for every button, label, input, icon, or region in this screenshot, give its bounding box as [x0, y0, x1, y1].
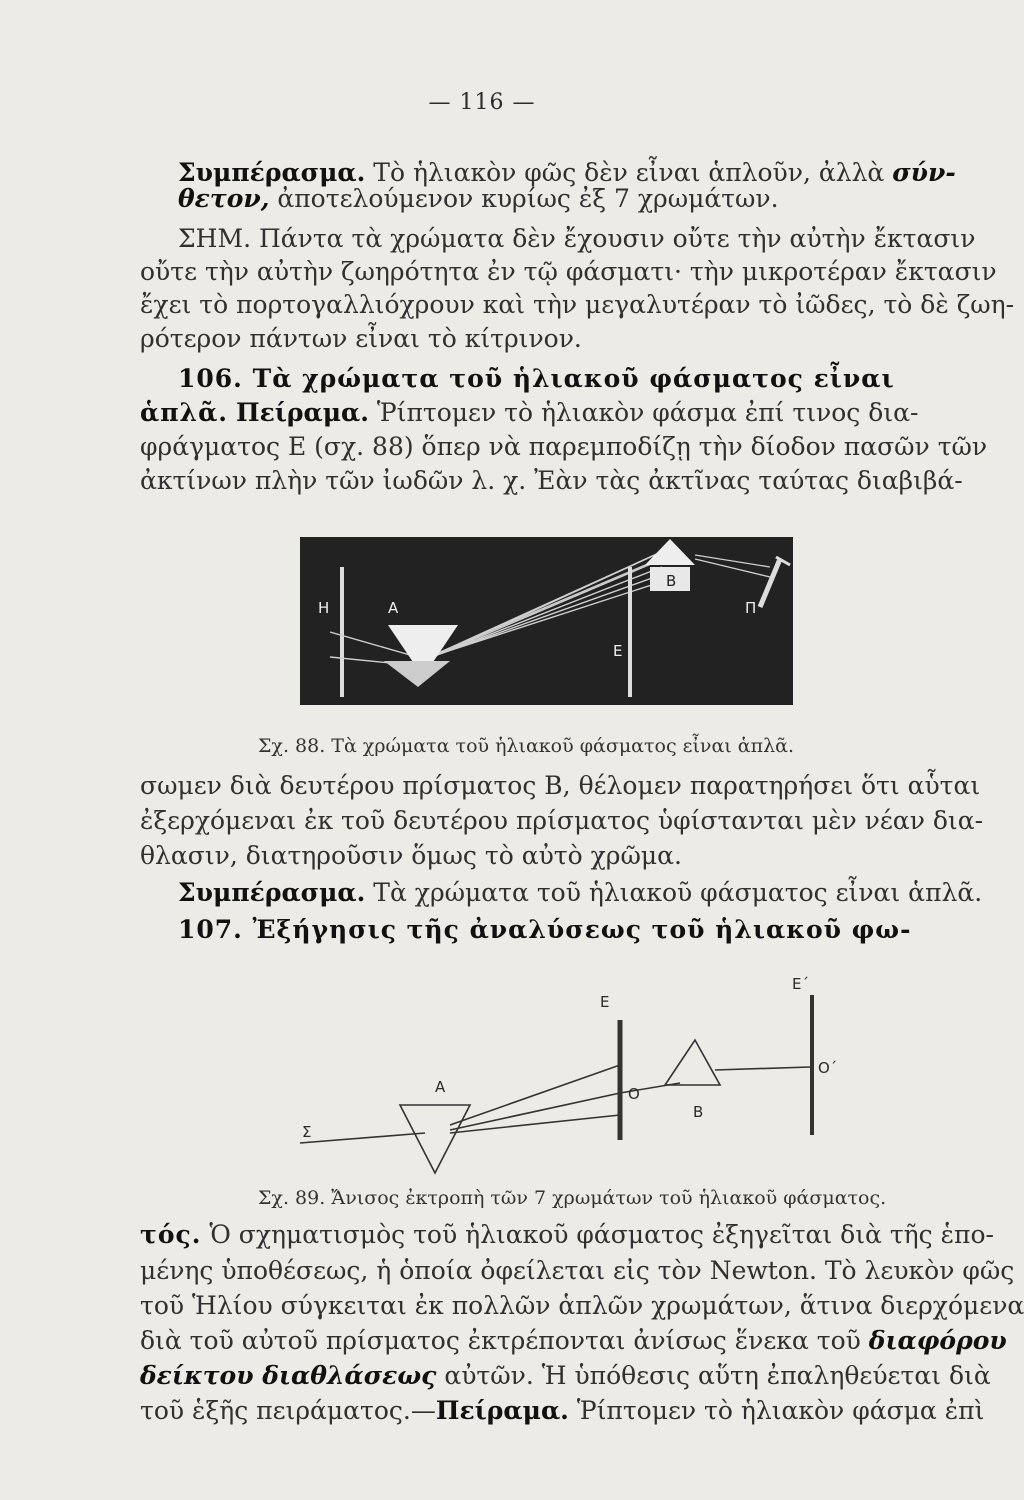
fig89-label-e1: Ε΄	[792, 975, 809, 993]
text-line	[140, 773, 980, 798]
fig88-label-b: Β	[666, 572, 677, 590]
text-line	[178, 226, 975, 251]
text-line	[178, 186, 779, 211]
text-segment: Τὰ χρώματα τοῦ ἡλιακοῦ φάσματος εἶναι ἁπλᾶ.	[365, 878, 983, 907]
text-segment: ἀποτελούμενον κυρίως ἐξ 7 χρωμάτων.	[269, 184, 779, 213]
text-segment: Ῥίπτομεν τὸ ἡλιακὸν φάσμα ἐπὶ	[568, 1396, 985, 1425]
text-segment: Συμπέρασμα.	[178, 158, 366, 187]
text-segment: ἐξερχόμεναι ἐκ τοῦ δευτέρου πρίσματος ὑφίστανται μὲν νέαν δια-	[140, 806, 984, 835]
text-segment: θετον,	[178, 184, 270, 213]
figure-89	[290, 975, 838, 1175]
text-segment: σωμεν διὰ δευτέρου πρίσματος Β, θέλομεν παρατηρήσει ὅτι αὗται	[140, 771, 981, 800]
text-line	[178, 366, 895, 391]
text-segment: Συμπέρασμα.	[178, 878, 366, 907]
figure-89-caption: Σχ. 89. Ἄνισος ἐκτροπὴ τῶν 7 χρωμάτων τοῦ ἡλιακοῦ φάσματος.	[258, 1187, 887, 1209]
text-line	[140, 326, 582, 351]
text-segment: 107. Ἐξήγησις τῆς ἀναλύσεως τοῦ ἡλιακοῦ φω-	[178, 915, 912, 944]
fig88-label-a: Α	[388, 599, 399, 617]
text-segment: Τὸ ἡλιακὸν φῶς δὲν εἶναι ἁπλοῦν, ἀλλὰ	[365, 158, 893, 187]
text-segment: θλασιν, διατηροῦσιν ὅμως τὸ αὐτὸ χρῶμα.	[140, 841, 682, 870]
text-segment: ἀκτίνων πλὴν τῶν ἰωδῶν λ. χ. Ἐὰν τὰς ἀκτῖνας ταύτας διαβιβά-	[140, 466, 963, 495]
text-segment: δείκτου διαθλάσεως	[140, 1361, 437, 1390]
figure-88-drawing	[300, 537, 793, 705]
fig89-label-s: Σ	[302, 1123, 312, 1141]
text-line	[140, 1328, 1007, 1353]
text-segment: ἔχει τὸ πορτογαλλιόχρουν καὶ τὴν μεγαλυτέραν τὸ ἰῶδες, τὸ δὲ ζωη-	[140, 290, 1015, 319]
text-line	[140, 468, 963, 493]
fig88-label-e: Ε	[613, 642, 623, 660]
text-segment: σύν-	[892, 158, 956, 187]
text-line	[178, 160, 956, 185]
fig89-label-a: Α	[435, 1078, 446, 1096]
figure-88	[300, 537, 793, 705]
text-segment: οὔτε τὴν αὐτὴν ζωηρότητα ἐν τῷ φάσματι· τὴν μικροτέραν ἔκτασιν	[140, 257, 997, 286]
text-line	[140, 434, 987, 459]
figure-89-drawing	[290, 975, 830, 1175]
text-segment: ΣΗΜ. Πάντα τὰ χρώματα δὲν ἔχουσιν οὔτε τὴν αὐτὴν ἔκτασιν	[178, 224, 976, 253]
text-segment: φράγματος Ε (σχ. 88) ὅπερ νὰ παρεμποδίζῃ τὴν δίοδον πασῶν τῶν	[140, 432, 988, 461]
text-line	[140, 1293, 1024, 1318]
text-line	[140, 1398, 984, 1423]
text-line	[140, 843, 682, 868]
text-segment: μένης ὑποθέσεως, ἡ ὁποία ὀφείλεται εἰς τὸν Newton. Τὸ λευκὸν φῶς	[140, 1256, 1015, 1285]
text-segment: διαφόρου	[868, 1326, 1007, 1355]
text-segment: Ῥίπτομεν τὸ ἡλιακὸν φάσμα ἐπί τινος δια-	[368, 398, 919, 427]
text-line	[178, 917, 911, 942]
fig89-label-b: Β	[693, 1103, 704, 1121]
figure-88-caption: Σχ. 88. Τὰ χρώματα τοῦ ἡλιακοῦ φάσματος εἶναι ἁπλᾶ.	[258, 735, 795, 757]
text-segment: τοῦ Ἡλίου σύγκειται ἐκ πολλῶν ἁπλῶν χρωμάτων, ἅτινα διερχόμενα	[140, 1291, 1024, 1320]
text-line	[140, 1363, 991, 1388]
text-segment: Ὁ σχηματισμὸς τοῦ ἡλιακοῦ φάσματος ἐξηγεῖται διὰ τῆς ἑπο-	[201, 1220, 994, 1249]
text-segment: ἁπλᾶ.	[140, 398, 229, 427]
text-line	[178, 880, 982, 905]
text-segment: Πείραμα.	[435, 1396, 569, 1425]
fig88-label-p: Π	[745, 599, 757, 617]
fig89-label-o: Ο	[628, 1085, 640, 1103]
text-segment: Πείραμα.	[235, 398, 369, 427]
text-line	[140, 1222, 994, 1247]
text-line	[140, 259, 997, 284]
text-line	[140, 400, 918, 425]
text-segment: τοῦ ἑξῆς πειράματος.—	[140, 1396, 436, 1425]
fig88-label-h: Η	[318, 599, 330, 617]
fig89-label-o1: Ο΄	[818, 1059, 838, 1077]
text-segment: ρότερον πάντων εἶναι τὸ κίτρινον.	[140, 324, 582, 353]
text-segment: διὰ τοῦ αὐτοῦ πρίσματος ἐκτρέπονται ἀνίσως ἕνεκα τοῦ	[140, 1326, 869, 1355]
text-line	[140, 808, 983, 833]
page-number: — 116 —	[428, 90, 536, 115]
text-segment: αὐτῶν. Ἡ ὑπόθεσις αὕτη ἐπαληθεύεται διὰ	[436, 1361, 991, 1390]
fig89-label-e: Ε	[600, 993, 610, 1011]
text-segment: 106. Τὰ χρώματα τοῦ ἡλιακοῦ φάσματος εἶναι	[178, 364, 895, 393]
text-segment	[228, 398, 236, 427]
text-segment: τός.	[140, 1220, 202, 1249]
text-line	[140, 1258, 1014, 1283]
text-line	[140, 292, 1014, 317]
